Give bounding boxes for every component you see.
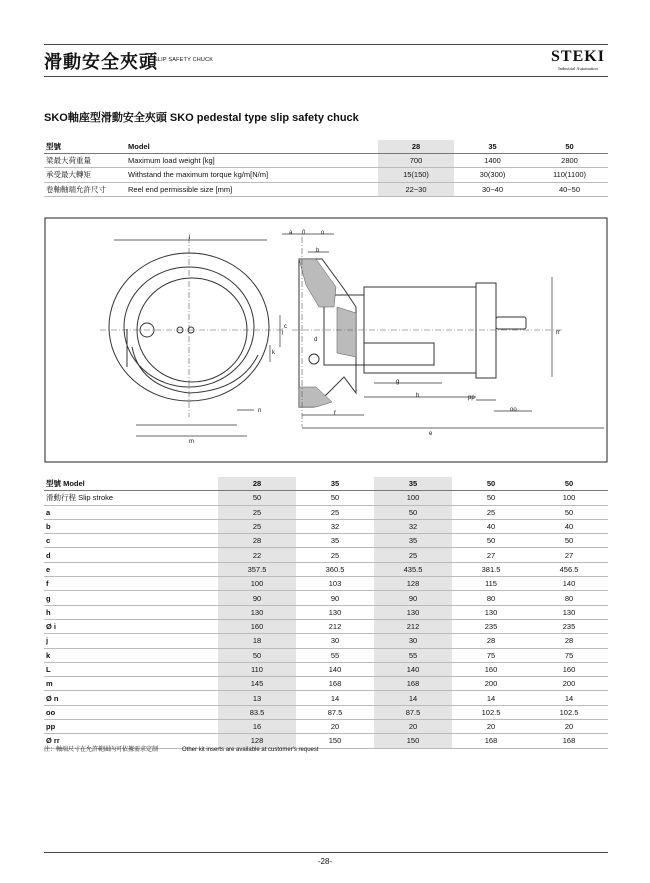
dim-row (44, 648, 608, 662)
dimension-table (44, 477, 608, 749)
dim-label-d: d (314, 337, 318, 343)
dim-label-c: c (284, 324, 287, 330)
dim-cell: 25 (218, 519, 296, 533)
dim-row (44, 605, 608, 619)
dim-cell: 28 (218, 534, 296, 548)
dim-cell: 168 (374, 677, 452, 691)
dim-label: Ø n (44, 691, 218, 705)
spec-cell: 22~30 (378, 182, 454, 196)
dim-label: oo (44, 705, 218, 719)
dim-header-row (44, 477, 608, 491)
dim-cell: 20 (296, 720, 374, 734)
spec-cell: 1400 (454, 154, 531, 168)
dim-cell: 50 (374, 505, 452, 519)
dim-cell: 90 (296, 591, 374, 605)
dim-cell: 20 (530, 720, 608, 734)
dim-cell: 40 (452, 519, 530, 533)
spec-row (44, 168, 608, 182)
spec-label-zh: 承受最大轉矩 (44, 168, 126, 182)
dim-row (44, 705, 608, 719)
spec-cell: 700 (378, 154, 454, 168)
footnote-zh: 注：軸端尺寸在允許範圍內可依據需求定制 (44, 747, 159, 753)
spec-cell: 35 (454, 140, 531, 154)
dim-cell: 130 (296, 605, 374, 619)
spec-cell: 40~50 (531, 182, 608, 196)
dim-cell: 87.5 (374, 705, 452, 719)
spec-row (44, 154, 608, 168)
dim-row (44, 505, 608, 519)
dim-cell: 80 (530, 591, 608, 605)
dim-label-n: n (258, 408, 262, 414)
dim-cell: 83.5 (218, 705, 296, 719)
dim-cell: 360.5 (296, 562, 374, 576)
dim-cell: 212 (296, 619, 374, 633)
dim-row (44, 720, 608, 734)
dim-cell: 160 (452, 662, 530, 676)
dim-label: 型號 Model (44, 477, 218, 491)
dim-cell: 128 (374, 577, 452, 591)
dim-cell: 40 (530, 519, 608, 533)
dim-cell: 20 (374, 720, 452, 734)
dim-cell: 35 (374, 534, 452, 548)
dim-cell: 25 (374, 548, 452, 562)
dim-cell: 14 (374, 691, 452, 705)
dim-cell: 357.5 (218, 562, 296, 576)
dim-cell: 30 (296, 634, 374, 648)
dim-label: Ø rr (44, 734, 218, 748)
dim-cell: 27 (530, 548, 608, 562)
dim-cell: 102.5 (530, 705, 608, 719)
dim-label-f: f (334, 411, 336, 417)
dim-cell: 110 (218, 662, 296, 676)
spec-cell: 28 (378, 140, 454, 154)
dim-cell: 140 (296, 662, 374, 676)
dim-cell: 32 (296, 519, 374, 533)
spec-label-zh: 梁最大荷重量 (44, 154, 126, 168)
dim-cell: 50 (530, 477, 608, 491)
dim-label: L (44, 662, 218, 676)
dim-cell: 128 (218, 734, 296, 748)
dim-row (44, 491, 608, 505)
dim-label: 滑動行程 Slip stroke (44, 491, 218, 505)
dim-cell: 20 (452, 720, 530, 734)
dim-cell: 50 (452, 491, 530, 505)
dim-cell: 100 (218, 577, 296, 591)
dim-row (44, 577, 608, 591)
dim-cell: 130 (374, 605, 452, 619)
dim-row (44, 691, 608, 705)
spec-label-zh: 型號 (44, 140, 126, 154)
dim-cell: 50 (530, 505, 608, 519)
dim-label-j: j (282, 329, 284, 335)
dim-cell: 50 (218, 491, 296, 505)
logo-brand: STEKI (551, 48, 605, 65)
dim-cell: 100 (530, 491, 608, 505)
dim-cell: 22 (218, 548, 296, 562)
dim-label: e (44, 562, 218, 576)
dim-cell: 90 (374, 591, 452, 605)
dim-cell: 168 (296, 677, 374, 691)
dim-label: g (44, 591, 218, 605)
technical-drawing (44, 217, 608, 463)
footnote (44, 744, 343, 753)
dim-cell: 25 (452, 505, 530, 519)
dim-cell: 115 (452, 577, 530, 591)
dim-label-k: k (272, 350, 275, 356)
dim-cell: 150 (374, 734, 452, 748)
chuck-drawing (44, 217, 608, 463)
dim-row (44, 662, 608, 676)
dim-row (44, 619, 608, 633)
dim-row (44, 534, 608, 548)
dim-cell: 16 (218, 720, 296, 734)
dim-cell: 50 (296, 491, 374, 505)
dim-cell: 90 (218, 591, 296, 605)
dim-cell: 140 (374, 662, 452, 676)
dim-label-m: m (189, 439, 194, 445)
dim-label-l: l (189, 235, 191, 241)
dim-cell: 35 (374, 477, 452, 491)
footer-rule (44, 852, 608, 853)
dim-cell: 102.5 (452, 705, 530, 719)
dim-cell: 35 (296, 534, 374, 548)
spec-table (44, 140, 608, 197)
dim-label-e: e (429, 431, 433, 437)
dim-cell: 50 (530, 534, 608, 548)
dim-cell: 87.5 (296, 705, 374, 719)
dim-cell: 100 (374, 491, 452, 505)
spec-cell: 15(150) (378, 168, 454, 182)
spec-label-zh: 卷軸軸端允許尺寸 (44, 182, 126, 196)
dim-label: pp (44, 720, 218, 734)
spec-label-en: Model (126, 140, 378, 154)
dim-cell: 381.5 (452, 562, 530, 576)
dim-cell: 130 (452, 605, 530, 619)
dim-label: j (44, 634, 218, 648)
dim-label: Ø i (44, 619, 218, 633)
dim-label-pp: pp (468, 395, 475, 401)
dim-cell: 235 (452, 619, 530, 633)
dim-label-o: o (321, 230, 325, 236)
spec-cell: 2800 (531, 154, 608, 168)
dim-label: b (44, 519, 218, 533)
header-bottom-rule (44, 76, 608, 77)
dim-cell: 200 (452, 677, 530, 691)
dim-label: d (44, 548, 218, 562)
dim-cell: 235 (530, 619, 608, 633)
dim-row (44, 548, 608, 562)
dim-cell: 168 (452, 734, 530, 748)
dim-cell: 50 (218, 648, 296, 662)
dim-cell: 212 (374, 619, 452, 633)
header-title-zh: 滑動安全夾頭 (44, 52, 158, 72)
spec-label-en: Withstand the maximum torque kg/m[N/m] (126, 168, 378, 182)
page-header (44, 48, 608, 78)
logo-subtitle: Industrial Automation (558, 66, 598, 71)
dim-label: a (44, 505, 218, 519)
dim-row (44, 562, 608, 576)
dim-cell: 25 (296, 548, 374, 562)
dim-cell: 14 (296, 691, 374, 705)
dim-cell: 80 (452, 591, 530, 605)
dim-label: m (44, 677, 218, 691)
dim-cell: 27 (452, 548, 530, 562)
dim-label: h (44, 605, 218, 619)
dim-cell: 18 (218, 634, 296, 648)
spec-cell: 30(300) (454, 168, 531, 182)
dim-label-zero: 0 (302, 230, 306, 236)
dim-cell: 55 (374, 648, 452, 662)
dim-row (44, 519, 608, 533)
dim-label-oo: oo (510, 407, 517, 413)
dim-cell: 28 (530, 634, 608, 648)
dim-label-b: b (316, 248, 320, 254)
dim-cell: 130 (530, 605, 608, 619)
dim-cell: 32 (374, 519, 452, 533)
dim-cell: 14 (452, 691, 530, 705)
spec-cell: 50 (531, 140, 608, 154)
steki-logo (548, 48, 608, 71)
dim-label: k (44, 648, 218, 662)
dim-label: f (44, 577, 218, 591)
dim-cell: 160 (530, 662, 608, 676)
spec-cell: 30~40 (454, 182, 531, 196)
dim-cell: 75 (452, 648, 530, 662)
dim-cell: 30 (374, 634, 452, 648)
dim-cell: 55 (296, 648, 374, 662)
dim-cell: 13 (218, 691, 296, 705)
dim-cell: 14 (530, 691, 608, 705)
dim-label: c (44, 534, 218, 548)
spec-row (44, 182, 608, 196)
dim-label-h: h (416, 393, 420, 399)
header-title-en: SLIP SAFETY CHUCK (154, 57, 214, 63)
dim-label-rr: rr (556, 330, 560, 336)
dim-cell: 50 (452, 534, 530, 548)
header-top-rule (44, 44, 608, 45)
spec-label-en: Reel end permissible size [mm] (126, 182, 378, 196)
dim-cell: 28 (218, 477, 296, 491)
dim-cell: 160 (218, 619, 296, 633)
dim-cell: 435.5 (374, 562, 452, 576)
spec-header-row (44, 140, 608, 154)
dim-cell: 150 (296, 734, 374, 748)
dim-cell: 25 (296, 505, 374, 519)
spec-label-en: Maximum load weight [kg] (126, 154, 378, 168)
page-number: -28- (317, 857, 333, 866)
section-title: SKO軸座型滑動安全夾頭 SKO pedestal type slip safety chuck (44, 112, 359, 124)
dim-cell: 28 (452, 634, 530, 648)
dim-row (44, 634, 608, 648)
spec-cell: 110(1100) (531, 168, 608, 182)
dim-label-a: a (289, 230, 293, 236)
dim-cell: 456.5 (530, 562, 608, 576)
dim-cell: 130 (218, 605, 296, 619)
dim-cell: 103 (296, 577, 374, 591)
dim-row (44, 591, 608, 605)
dim-cell: 25 (218, 505, 296, 519)
dim-cell: 35 (296, 477, 374, 491)
footnote-en: Other kit inserts are available at customer's request (182, 747, 319, 753)
dim-cell: 145 (218, 677, 296, 691)
dim-cell: 140 (530, 577, 608, 591)
dim-cell: 168 (530, 734, 608, 748)
dim-cell: 75 (530, 648, 608, 662)
dim-cell: 50 (452, 477, 530, 491)
dim-row (44, 677, 608, 691)
dim-label-g: g (396, 379, 400, 385)
dim-cell: 200 (530, 677, 608, 691)
